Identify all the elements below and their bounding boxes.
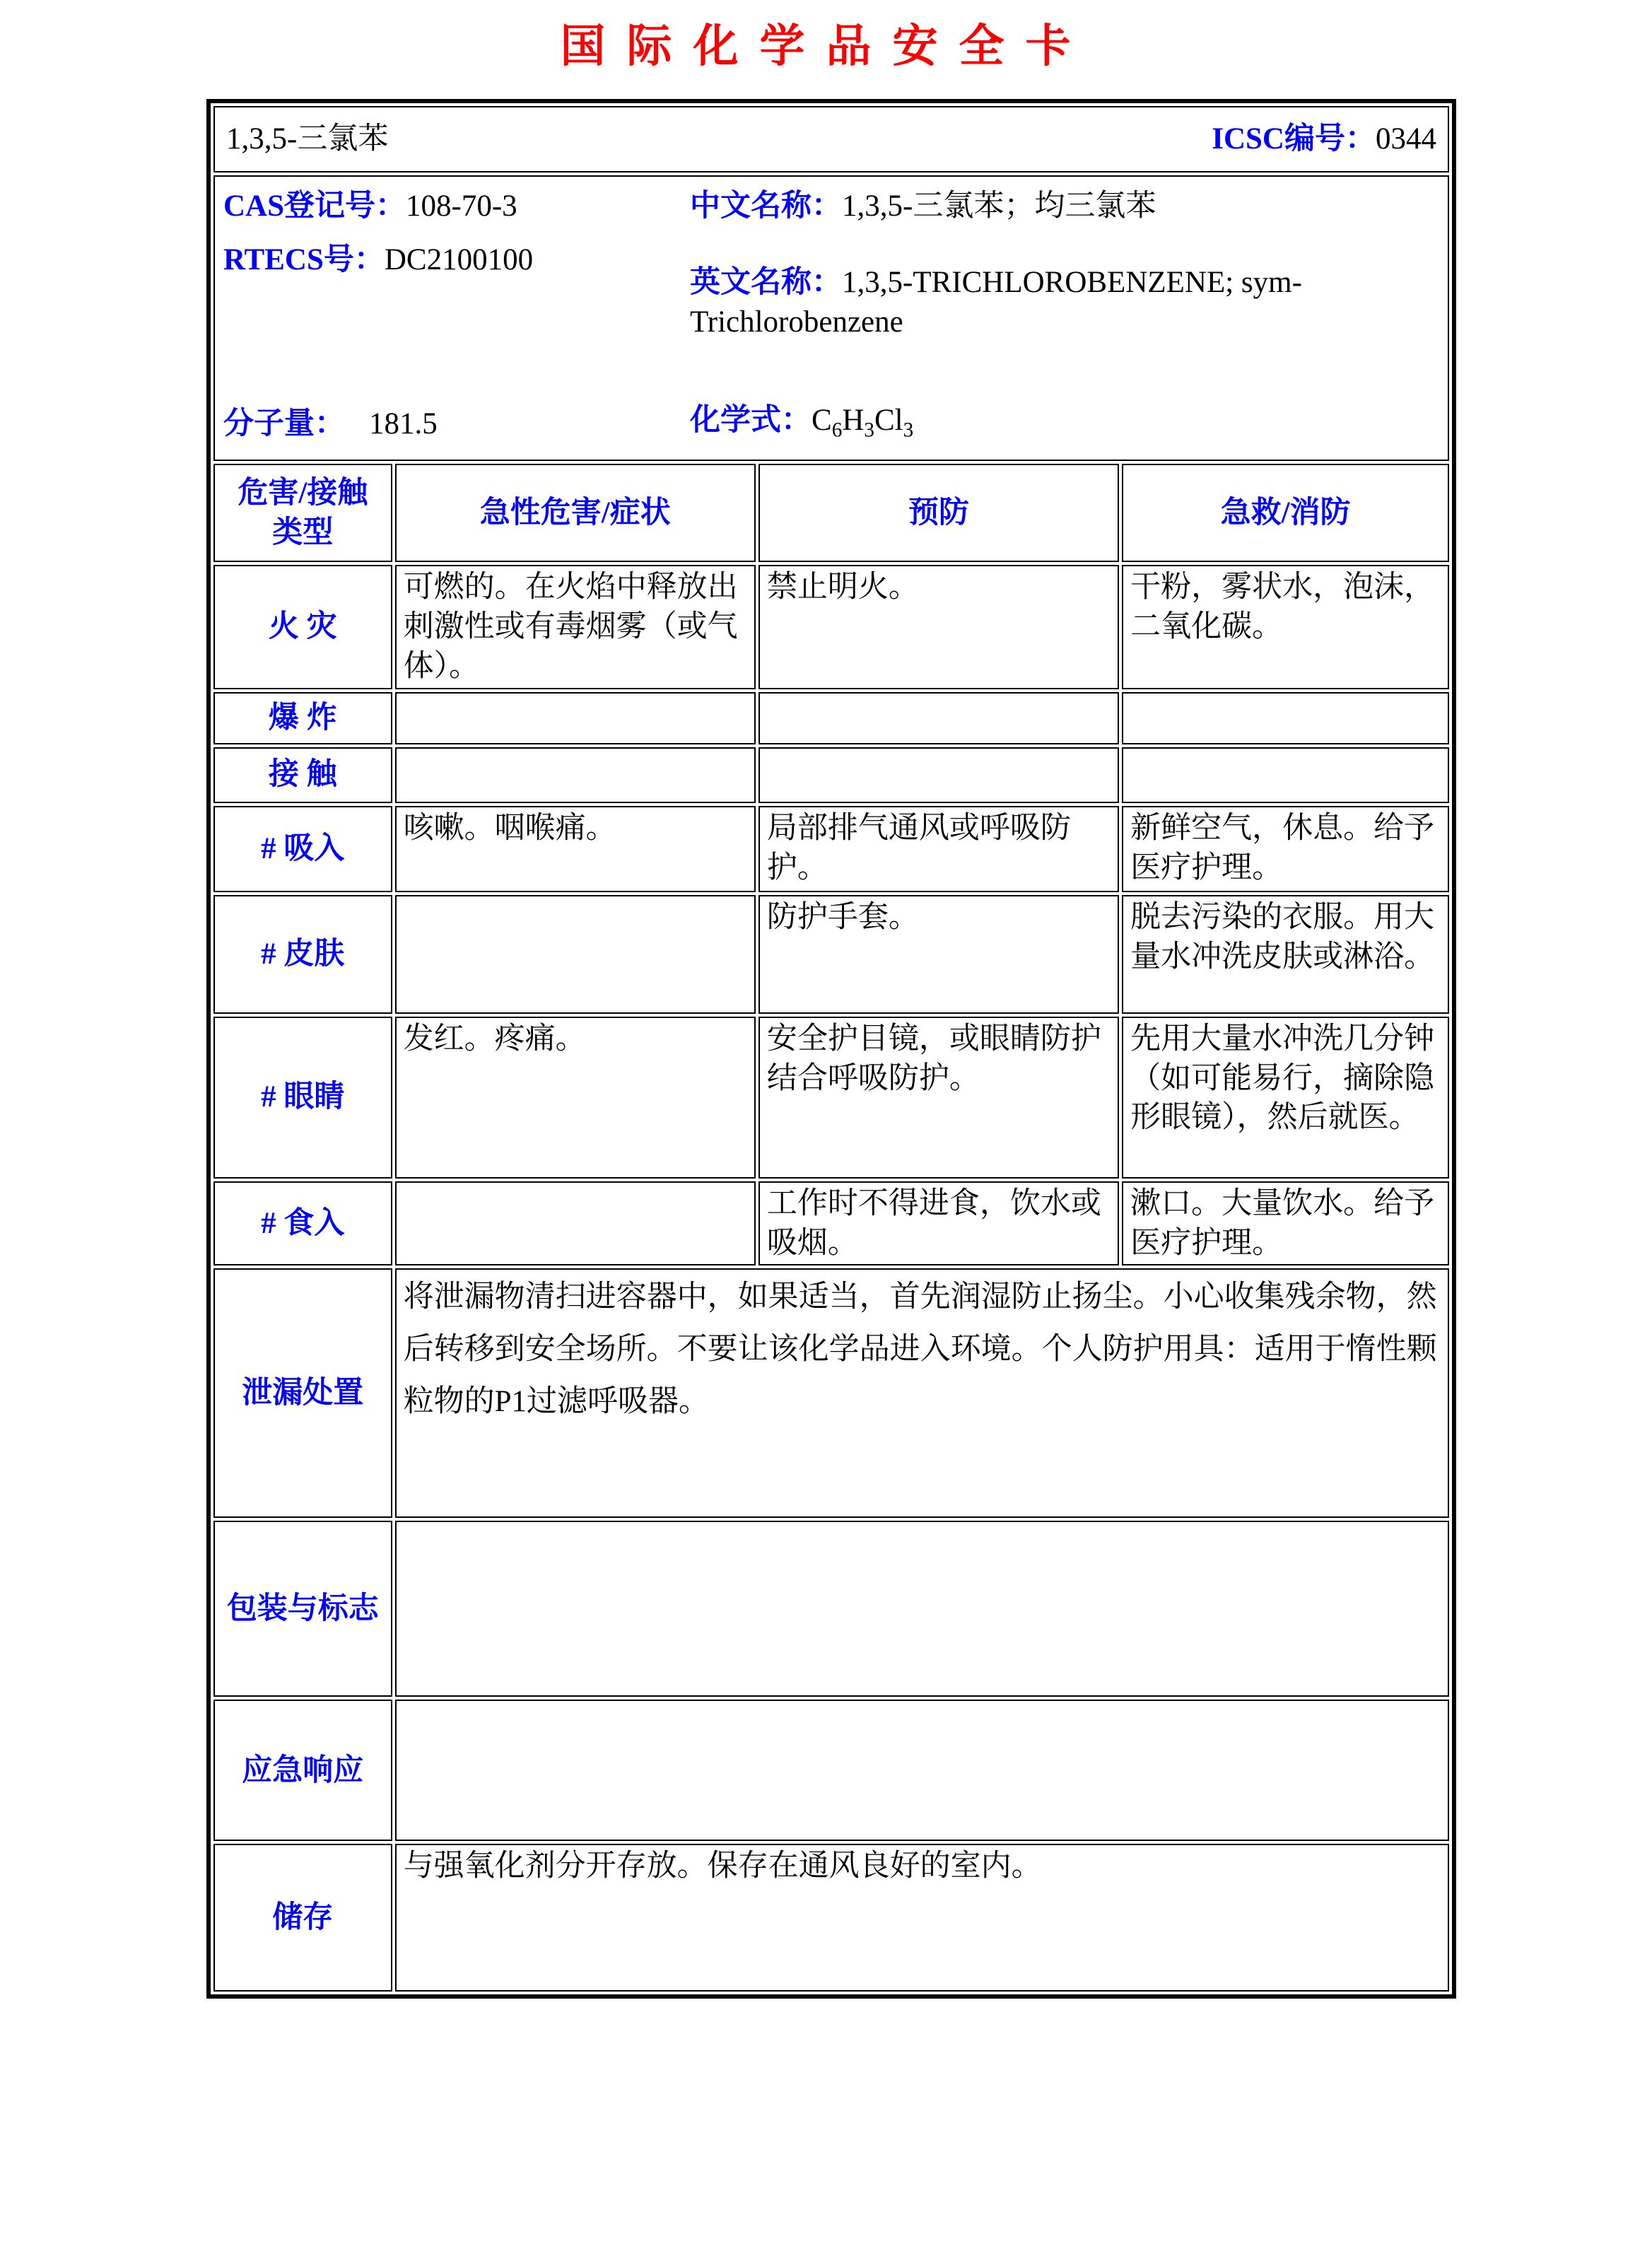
- storage-content: 与强氧化剂分开存放。保存在通风良好的室内。: [395, 1844, 1449, 1992]
- ingestion-symptoms-cell: [395, 1181, 756, 1266]
- packaging-labelling-row: [213, 1521, 1449, 1697]
- inhalation-label: # 吸入: [213, 806, 392, 892]
- spill-disposal-label: 泄漏处置: [213, 1268, 392, 1518]
- formula-cl: Cl: [874, 404, 903, 438]
- spill-disposal-content: 将泄漏物清扫进容器中，如果适当，首先润湿防止扬尘。小心收集残余物，然后转移到安全场所。不要让该化学品进入环境。个人防护用具：适用于惰性颗粒物的P1过滤呼吸器。: [395, 1268, 1449, 1518]
- inhalation-symptoms-cell: 咳嗽。咽喉痛。: [395, 806, 756, 892]
- formula-c: C: [812, 404, 832, 438]
- registry-numbers-block: [223, 187, 533, 280]
- english-name-line: [690, 263, 1439, 342]
- contact-symptoms-cell: [395, 747, 756, 803]
- eyes-label: # 眼睛: [213, 1017, 392, 1179]
- fire-prevention-cell: 禁止明火。: [758, 565, 1119, 689]
- identification-row: [213, 175, 1449, 461]
- explosion-label: 爆 炸: [213, 692, 392, 744]
- chinese-name-label: 中文名称：: [690, 189, 842, 223]
- chinese-name-line: [690, 187, 1439, 226]
- ingestion-response-cell: 漱口。大量饮水。给予医疗护理。: [1122, 1181, 1449, 1266]
- formula-h-sub: 3: [864, 419, 874, 442]
- skin-label: # 皮肤: [213, 895, 392, 1014]
- emergency-response-content: [395, 1700, 1449, 1841]
- storage-row: [213, 1844, 1449, 1992]
- fire-response-cell: 干粉，雾状水，泡沫，二氧化碳。: [1122, 565, 1449, 689]
- emergency-response-row: [213, 1700, 1449, 1841]
- molecular-weight-value: 181.5: [369, 407, 438, 441]
- chemical-name: 1,3,5-三氯苯: [226, 122, 389, 156]
- skin-prevention-cell: 防护手套。: [758, 895, 1119, 1014]
- contact-prevention-cell: [758, 747, 1119, 803]
- packaging-labelling-content: [395, 1521, 1449, 1697]
- header-response: 急救/消防: [1122, 464, 1449, 562]
- contact-row: [213, 747, 1449, 803]
- fire-label: 火 灾: [213, 565, 392, 689]
- eyes-response-cell: 先用大量水冲洗几分钟（如可能易行，摘除隐形眼镜），然后就医。: [1122, 1017, 1449, 1179]
- inhalation-row: [213, 806, 1449, 892]
- molecular-weight-label: 分子量：: [223, 407, 345, 441]
- page-title: 国际化学品安全卡: [560, 21, 1092, 71]
- cas-label: CAS登记号：: [223, 189, 406, 223]
- name-row: [213, 106, 1449, 173]
- rtecs-line: [223, 240, 533, 280]
- chinese-name-value: 1,3,5-三氯苯；均三氯苯: [842, 189, 1156, 223]
- formula-h: H: [842, 404, 865, 438]
- fire-symptoms-cell: 可燃的。在火焰中释放出刺激性或有毒烟雾（或气体）。: [395, 565, 756, 689]
- emergency-response-label: 应急响应: [213, 1700, 392, 1841]
- formula-cl-sub: 3: [903, 419, 914, 442]
- rtecs-label: RTECS号：: [223, 242, 385, 276]
- eyes-row: [213, 1017, 1449, 1179]
- header-symptoms: 急性危害/症状: [395, 464, 756, 562]
- icsc-number: [1212, 119, 1436, 159]
- fire-row: [213, 565, 1449, 689]
- rtecs-value: DC2100100: [384, 242, 534, 276]
- explosion-row: [213, 692, 1449, 744]
- explosion-symptoms-cell: [395, 692, 756, 744]
- header-prevention: 预防: [758, 464, 1119, 562]
- ingestion-prevention-cell: 工作时不得进食，饮水或吸烟。: [758, 1181, 1119, 1266]
- eyes-symptoms-cell: 发红。疼痛。: [395, 1017, 756, 1179]
- molecular-weight-line: [223, 404, 438, 444]
- header-hazard-type: [213, 464, 392, 562]
- english-name-value: 1,3,5-TRICHLOROBENZENE; sym-Trichlorobenzene: [690, 265, 1302, 339]
- names-block: [690, 187, 1439, 342]
- inhalation-response-cell: 新鲜空气，休息。给予医疗护理。: [1122, 806, 1449, 892]
- skin-symptoms-cell: [395, 895, 756, 1014]
- chemical-formula-line: [690, 401, 913, 444]
- ingestion-row: [213, 1181, 1449, 1266]
- skin-row: [213, 895, 1449, 1014]
- contact-label: 接 触: [213, 747, 392, 803]
- icsc-number-value: 0344: [1376, 122, 1436, 156]
- chemical-formula-value: [812, 404, 914, 442]
- explosion-prevention-cell: [758, 692, 1119, 744]
- header-hazard-type-line1: 危害/接触: [238, 476, 368, 510]
- name-wrap: [222, 119, 1441, 159]
- name-cell: [213, 106, 1449, 173]
- storage-label: 储存: [213, 1844, 392, 1992]
- ingestion-label: # 食入: [213, 1181, 392, 1266]
- contact-response-cell: [1122, 747, 1449, 803]
- chemical-formula-label: 化学式：: [690, 404, 812, 438]
- icsc-number-label: ICSC编号：: [1212, 122, 1376, 156]
- hazard-header-row: [213, 464, 1449, 562]
- explosion-response-cell: [1122, 692, 1449, 744]
- formula-c-sub: 6: [831, 419, 843, 442]
- cas-value: 108-70-3: [406, 189, 517, 223]
- identification-cell: [213, 175, 1449, 461]
- safety-card-table: [206, 99, 1456, 1999]
- packaging-labelling-label: 包装与标志: [213, 1521, 392, 1697]
- inhalation-prevention-cell: 局部排气通风或呼吸防护。: [758, 806, 1119, 892]
- english-name-label: 英文名称：: [690, 265, 842, 299]
- header-hazard-type-line2: 类型: [272, 515, 334, 549]
- spill-disposal-row: [213, 1268, 1449, 1518]
- skin-response-cell: 脱去污染的衣服。用大量水冲洗皮肤或淋浴。: [1122, 895, 1449, 1014]
- cas-line: [223, 187, 533, 226]
- eyes-prevention-cell: 安全护目镜，或眼睛防护结合呼吸防护。: [758, 1017, 1119, 1179]
